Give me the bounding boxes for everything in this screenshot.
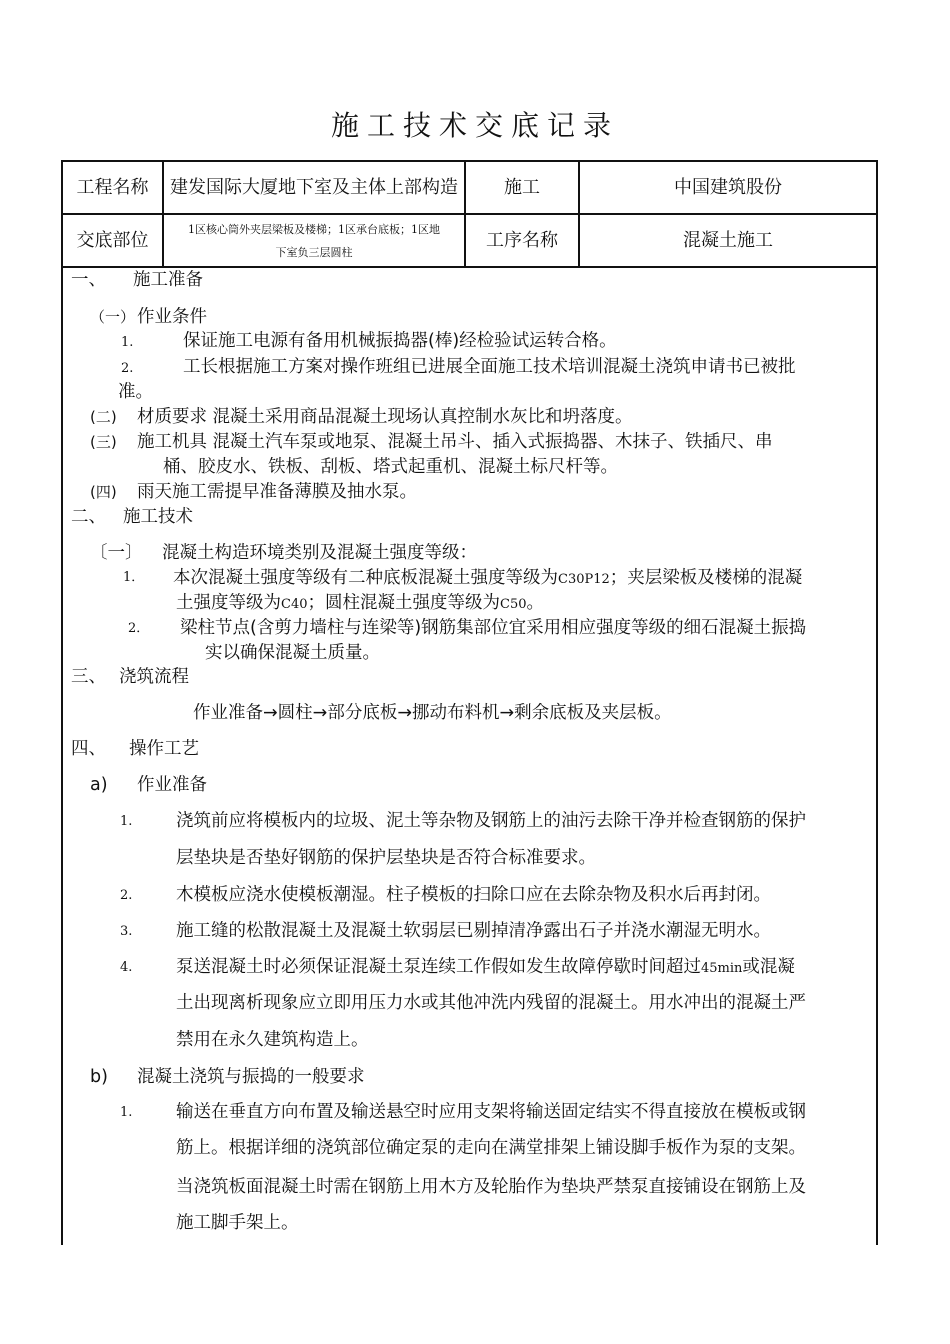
list-item-continuation [176, 591, 544, 617]
section-heading: 施工准备 [133, 270, 203, 290]
subsection-label: (四) [90, 483, 117, 501]
section-number: 四、 [71, 739, 106, 759]
list-item-continuation: 筋上。根据详细的浇筑部位确定泵的走向在满堂排架上铺设脚手板作为泵的支架。 [176, 1138, 806, 1158]
list-item: 木模板应浇水使模板潮湿。柱子模板的扫除口应在去除杂物及积水后再封闭。 [176, 885, 771, 905]
list-item-continuation: 准。 [118, 382, 153, 402]
subsection-text: 施工机具 混凝土汽车泵或地泵、混凝土吊斗、插入式振捣器、木抹子、铁插尺、串 [137, 432, 773, 452]
construction-value: 中国建筑股份 [674, 176, 782, 198]
section-number: 三、 [71, 667, 106, 687]
item-number: 2. [121, 361, 134, 376]
list-item-continuation: 当浇筑板面混凝土时需在钢筋上用木方及轮胎作为垫块严禁泵直接铺设在钢筋上及 [176, 1177, 806, 1197]
section-heading: 施工技术 [123, 507, 193, 527]
section-heading: 浇筑流程 [119, 667, 189, 687]
list-item-text: 。 [526, 593, 544, 613]
section-heading: 操作工艺 [129, 739, 199, 759]
subsection-title: 作业准备 [137, 775, 207, 795]
subsection-label: 〔一〕 [90, 543, 143, 563]
item-number: 2. [120, 888, 133, 903]
pour-flow: 作业准备→圆柱→部分底板→挪动布料机→剩余底板及夹层板。 [193, 703, 672, 723]
process-name-value: 混凝土施工 [683, 229, 773, 251]
list-item-text: 泵送混凝土时必须保证混凝土泵连续工作假如发生故障停歇时间超过 [176, 957, 701, 977]
subsection-title: 作业条件 [137, 307, 207, 327]
item-number: 1. [121, 335, 134, 350]
item-number: 1. [120, 814, 133, 829]
subsection-label: a) [90, 775, 108, 795]
disclosure-part-line: 1区核心筒外夹层梁板及楼梯；1区承台底板；1区地 [188, 222, 440, 236]
project-name-label: 工程名称 [76, 176, 149, 198]
item-number: 1. [120, 1105, 133, 1120]
subsection-text: 雨天施工需提早准备薄膜及抽水泵。 [137, 482, 417, 502]
subsection-label: (三) [90, 433, 117, 451]
list-item-continuation: 禁用在永久建筑构造上。 [176, 1030, 369, 1050]
subsection-text: 材质要求 混凝土采用商品混凝土现场认真控制水灰比和坍落度。 [137, 407, 633, 427]
list-item: 浇筑前应将模板内的垃圾、泥土等杂物及钢筋上的油污去除干净并检查钢筋的保护 [176, 811, 806, 831]
project-name-value: 建发国际大厦地下室及主体上部构造 [170, 176, 458, 198]
list-item-continuation: 施工脚手架上。 [176, 1213, 299, 1233]
list-item-text: ；圆柱混凝土强度等级为 [307, 593, 500, 613]
list-item: 梁柱节点(含剪力墙柱与连梁等)钢筋集部位宜采用相应强度等级的细石混凝土振捣 [180, 618, 807, 638]
list-item-text: 或混凝 [742, 957, 795, 977]
disclosure-part-line: 下室负三层圆柱 [275, 245, 353, 259]
construction-label: 施工 [504, 176, 540, 198]
process-name-label: 工序名称 [486, 229, 558, 251]
disclosure-part-label: 交底部位 [76, 229, 149, 251]
list-item-continuation: 土出现离析现象应立即用压力水或其他冲洗内残留的混凝土。用水冲出的混凝土严 [176, 993, 806, 1013]
list-item: 输送在垂直方向布置及输送悬空时应用支架将输送固定结实不得直接放在模板或钢 [176, 1102, 806, 1122]
list-item: 工长根据施工方案对操作班组已进展全面施工技术培训混凝土浇筑申请书已被批 [183, 357, 796, 377]
page-title: 施工技术交底记录 [330, 109, 619, 142]
concrete-grade-code: C30P12 [558, 572, 610, 587]
item-number: 2． [128, 621, 150, 636]
subsection-label: （一） [90, 308, 136, 326]
list-item: 施工缝的松散混凝土及混凝土软弱层已剔掉清净露出石子并浇水潮湿无明水。 [176, 921, 771, 941]
subsection-label: (二) [90, 408, 117, 426]
concrete-grade-code: C40 [281, 597, 308, 612]
item-number: 1． [123, 570, 145, 585]
disclosure-part-value [164, 215, 464, 266]
subsection-text: 混凝土构造环境类别及混凝土强度等级： [162, 543, 477, 563]
list-item-continuation: 实以确保混凝土质量。 [205, 643, 380, 663]
item-number: 4. [120, 960, 133, 975]
concrete-grade-code: C50 [500, 597, 527, 612]
list-item [173, 566, 802, 592]
list-item-text: 土强度等级为 [176, 593, 281, 613]
section-number: 一、 [71, 270, 106, 290]
subsection-label: b) [90, 1067, 108, 1087]
time-limit-code: 45min [701, 961, 743, 976]
section-number: 二、 [71, 507, 106, 527]
list-item-text: ；夹层梁板及楼梯的混凝 [609, 568, 803, 588]
list-item [176, 955, 795, 981]
item-number: 3. [120, 924, 133, 939]
list-item-text: 本次混凝土强度等级有二种底板混凝土强度等级为 [173, 568, 558, 588]
subsection-text-continuation: 桶、胶皮水、铁板、刮板、塔式起重机、混凝土标尺杆等。 [163, 457, 618, 477]
list-item-continuation: 层垫块是否垫好钢筋的保护层垫块是否符合标准要求。 [176, 848, 596, 868]
list-item: 保证施工电源有备用机械振捣器(棒)经检验试运转合格。 [183, 331, 617, 351]
subsection-title: 混凝土浇筑与振捣的一般要求 [137, 1067, 365, 1087]
